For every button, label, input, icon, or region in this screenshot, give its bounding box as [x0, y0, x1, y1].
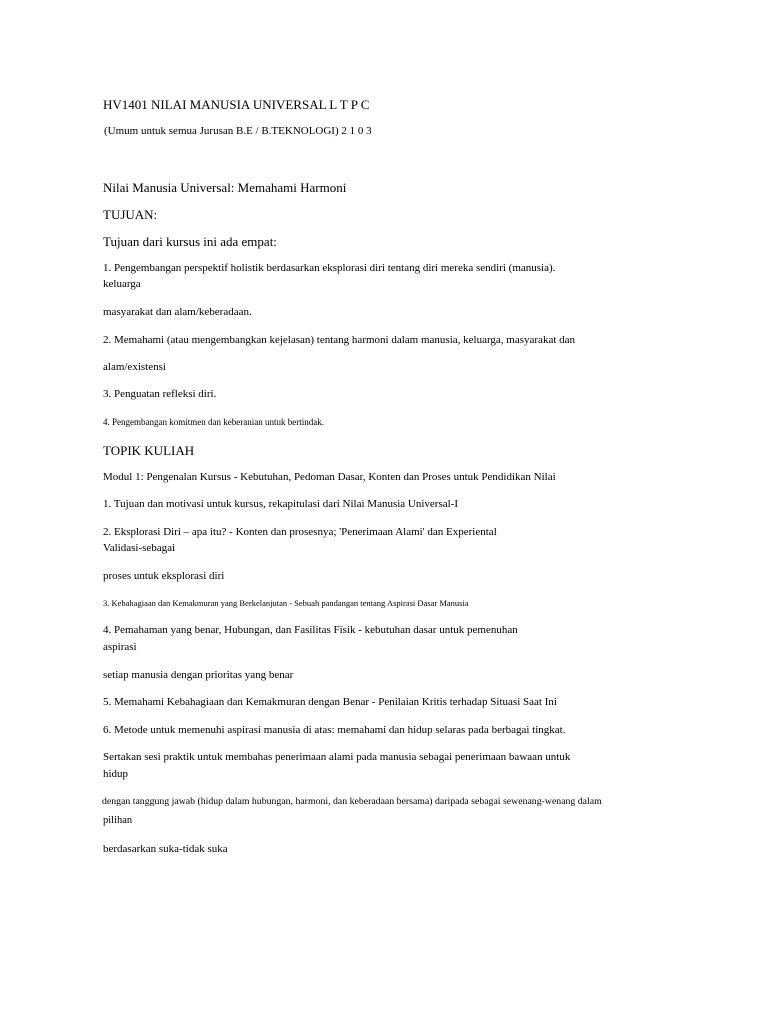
objective-4: 4. Pengembangan komitmen dan keberanian untuk bertindak. [103, 417, 324, 427]
practice-line-1: Sertakan sesi praktik untuk membahas penerimaan alami pada manusia sebagai penerimaan bawaan untuk [103, 751, 571, 763]
topic-2-line-2: Validasi-sebagai [103, 542, 176, 554]
topic-4-line-3: setiap manusia dengan prioritas yang benar [103, 669, 294, 681]
module-1-title: Modul 1: Pengenalan Kursus - Kebutuhan, Pedoman Dasar, Konten dan Proses untuk Pendidikan Nilai [103, 471, 556, 483]
topics-heading: TOPIK KULIAH [103, 443, 195, 458]
course-title: Nilai Manusia Universal: Memahami Harmoni [103, 180, 347, 195]
topic-6: 6. Metode untuk memenuhi aspirasi manusia di atas: memahami dan hidup selaras pada berbagai tingkat. [103, 724, 566, 736]
topic-5: 5. Memahami Kebahagiaan dan Kemakmuran dengan Benar - Penilaian Kritis terhadap Situasi Saat Ini [103, 696, 557, 708]
objectives-heading: TUJUAN: [103, 207, 158, 222]
practice-line-5: berdasarkan suka-tidak suka [103, 843, 228, 855]
objective-3: 3. Penguatan refleksi diri. [103, 388, 217, 400]
course-subheader: (Umum untuk semua Jurusan B.E / B.TEKNOLOGI) 2 1 0 3 [104, 125, 372, 137]
objective-1-line-2: keluarga [103, 278, 141, 290]
topic-2-line-1: 2. Eksplorasi Diri – apa itu? - Konten dan prosesnya; 'Penerimaan Alami' dan Experiental [103, 526, 497, 538]
practice-line-3: dengan tanggung jawab (hidup dalam hubungan, harmoni, dan keberadaan bersama) daripada sebagai sewenang-wenang dalam [102, 796, 602, 807]
objective-2-line-2: alam/existensi [103, 361, 166, 373]
topic-3: 3. Kebahagiaan dan Kemakmuran yang Berkelanjutan - Sebuah pandangan tentang Aspirasi Dasar Manusia [103, 598, 469, 608]
topic-4-line-2: aspirasi [103, 641, 137, 653]
objectives-intro: Tujuan dari kursus ini ada empat: [103, 234, 277, 249]
objective-1-line-1: 1. Pengembangan perspektif holistik berdasarkan eksplorasi diri tentang diri mereka sendiri (manusia). [103, 262, 556, 274]
objective-1-line-3: masyarakat dan alam/keberadaan. [103, 306, 252, 318]
topic-4-line-1: 4. Pemahaman yang benar, Hubungan, dan Fasilitas Fisik - kebutuhan dasar untuk pemenuhan [103, 624, 518, 636]
practice-line-2: hidup [103, 768, 129, 780]
practice-line-4: pilihan [103, 815, 133, 826]
course-header: HV1401 NILAI MANUSIA UNIVERSAL L T P C [103, 97, 370, 112]
topic-2-line-3: proses untuk eksplorasi diri [103, 570, 225, 582]
objective-2-line-1: 2. Memahami (atau mengembangkan kejelasan) tentang harmoni dalam manusia, keluarga, masyarakat dan [103, 334, 576, 346]
topic-1: 1. Tujuan dan motivasi untuk kursus, rekapitulasi dari Nilai Manusia Universal-I [103, 498, 459, 510]
